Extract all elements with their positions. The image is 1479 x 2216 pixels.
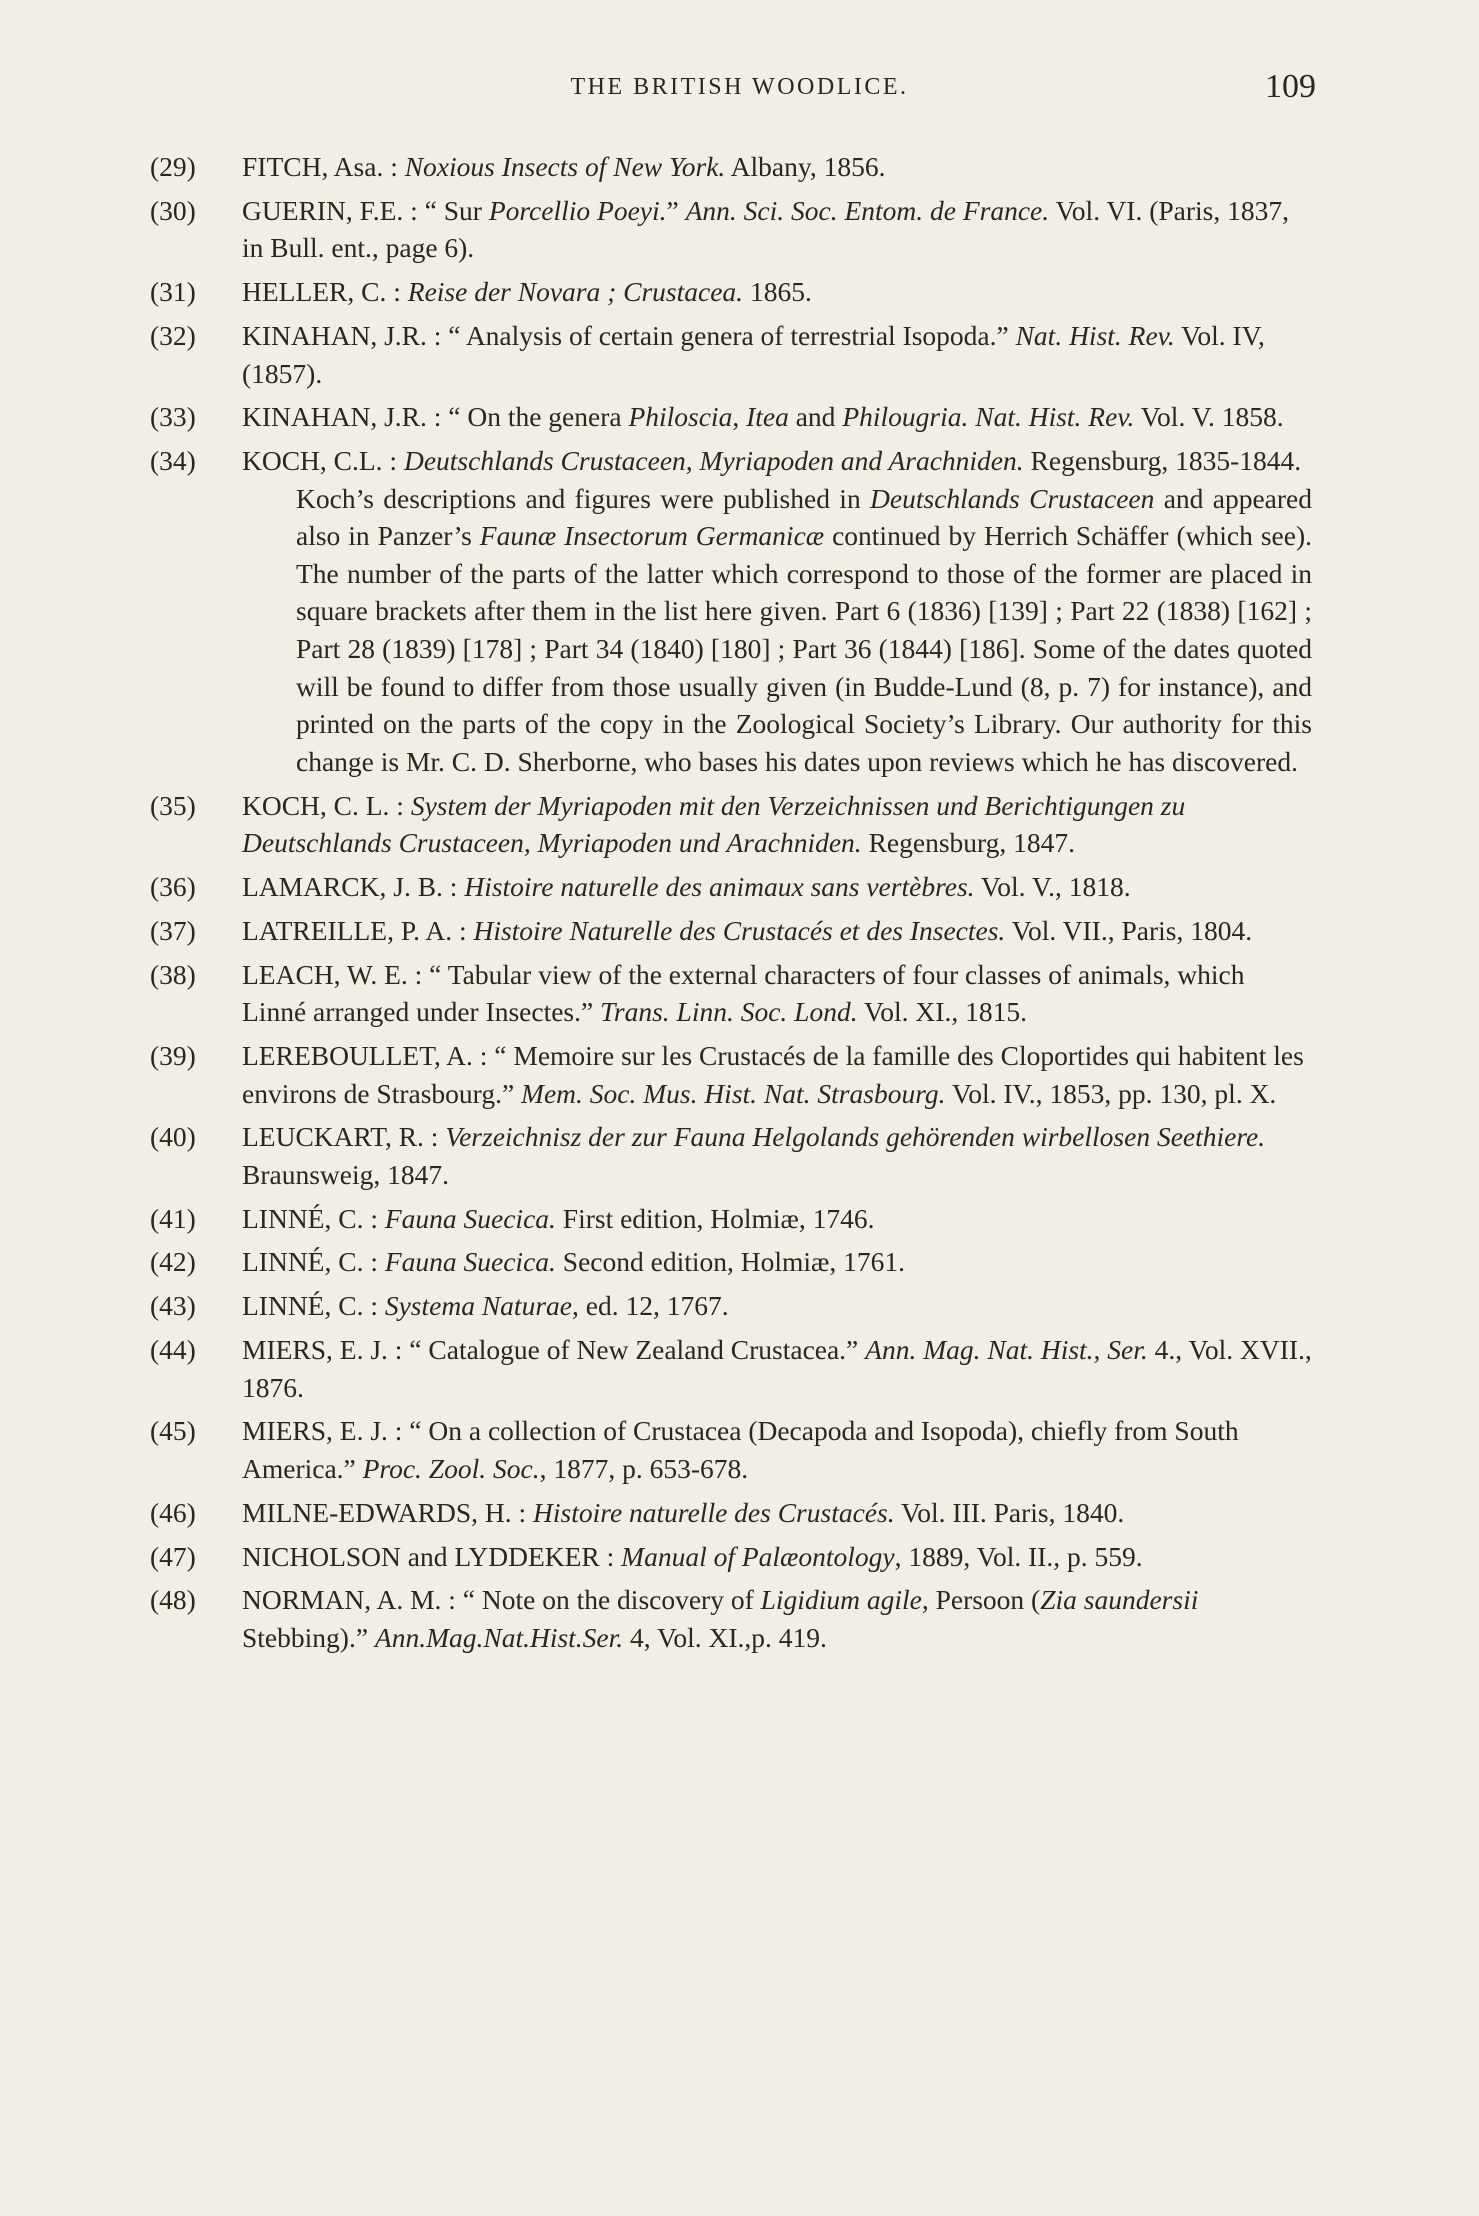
reference-citation: LEUCKART, R. : Verzeichnisz der zur Fauna Helgolands gehörenden wirbellosen Seethiere. Braunsweig, 1847.	[242, 1121, 1266, 1190]
reference-number: (45)	[150, 1415, 196, 1447]
reference-entry	[150, 1037, 1312, 1112]
reference-citation: LAMARCK, J. B. : Histoire naturelle des animaux sans vertèbres. Vol. V., 1818.	[242, 871, 1131, 902]
reference-entry	[150, 1538, 1312, 1576]
reference-citation: KOCH, C.L. : Deutschlands Crustaceen, Myriapoden and Arachniden. Regensburg, 1835-1844.	[242, 445, 1302, 477]
reference-citation: KINAHAN, J.R. : “ On the genera Philoscia, Itea and Philougria. Nat. Hist. Rev. Vol. V. 1858.	[242, 401, 1284, 433]
reference-entry	[150, 1287, 1312, 1325]
reference-number: (35)	[150, 789, 196, 821]
reference-number: (36)	[150, 871, 196, 902]
reference-entry	[150, 1243, 1312, 1281]
reference-citation: HELLER, C. : Reise der Novara ; Crustacea. 1865.	[242, 276, 812, 308]
reference-number: (41)	[150, 1202, 196, 1234]
reference-number: (33)	[150, 401, 196, 433]
reference-citation: MIERS, E. J. : “ Catalogue of New Zealand Crustacea.” Ann. Mag. Nat. Hist., Ser. 4., Vol. XVII., 1876.	[242, 1334, 1312, 1403]
reference-citation: KINAHAN, J.R. : “ Analysis of certain genera of terrestrial Isopoda.” Nat. Hist. Rev. Vol. IV, (1857).	[242, 319, 1265, 389]
reference-number: (31)	[150, 276, 196, 308]
reference-citation: LINNÉ, C. : Fauna Suecica. First edition, Holmiæ, 1746.	[242, 1202, 875, 1234]
reference-citation: LINNÉ, C. : Systema Naturae, ed. 12, 1767.	[242, 1290, 729, 1322]
reference-number: (48)	[150, 1584, 196, 1616]
reference-citation: LEACH, W. E. : “ Tabular view of the external characters of four classes of animals, which Linné arranged under Insectes.” Trans. Linn. Soc. Lond. Vol. XI., 1815.	[242, 958, 1245, 1028]
reference-number: (43)	[150, 1290, 196, 1322]
reference-citation: GUERIN, F.E. : “ Sur Porcellio Poeyi.” Ann. Sci. Soc. Entom. de France. Vol. VI. (Paris, 1837, in Bull. ent., page 6).	[242, 194, 1289, 264]
reference-entry	[150, 1200, 1312, 1238]
reference-entry	[150, 442, 1312, 780]
reference-entry	[150, 148, 1312, 186]
reference-number: (34)	[150, 445, 196, 477]
reference-citation: KOCH, C. L. : System der Myriapoden mit den Verzeichnissen und Berichtigungen zu Deutschlands Crustaceen, Myriapoden und Arachniden. Regensburg, 1847.	[242, 789, 1186, 859]
reference-citation: MILNE-EDWARDS, H. : Histoire naturelle des Crustacés. Vol. III. Paris, 1840.	[242, 1496, 1125, 1528]
reference-number: (46)	[150, 1496, 196, 1528]
reference-entry	[150, 1581, 1312, 1656]
reference-list	[150, 148, 1312, 1663]
reference-entry	[150, 317, 1312, 392]
reference-entry	[150, 1331, 1312, 1406]
reference-entry	[150, 398, 1312, 436]
reference-number: (39)	[150, 1039, 196, 1071]
reference-number: (38)	[150, 958, 196, 990]
reference-number: (44)	[150, 1334, 196, 1366]
reference-entry	[150, 192, 1312, 267]
reference-entry	[150, 912, 1312, 950]
reference-number: (30)	[150, 194, 196, 226]
reference-citation: LEREBOULLET, A. : “ Memoire sur les Crustacés de la famille des Cloportides qui habitent les environs de Strasbourg.” Mem. Soc. Mus. Hist. Nat. Strasbourg. Vol. IV., 1853, pp. 130, pl. X.	[242, 1039, 1304, 1109]
reference-citation: LINNÉ, C. : Fauna Suecica. Second edition, Holmiæ, 1761.	[242, 1246, 905, 1278]
page-header	[0, 68, 1479, 128]
reference-number: (42)	[150, 1246, 196, 1278]
reference-entry	[150, 787, 1312, 862]
reference-citation: NORMAN, A. M. : “ Note on the discovery of Ligidium agile, Persoon (Zia saundersii Stebbing).” Ann.Mag.Nat.Hist.Ser. 4, Vol. XI.,p. 419.	[242, 1584, 1199, 1653]
reference-entry	[150, 273, 1312, 311]
reference-citation: FITCH, Asa. : Noxious Insects of New York. Albany, 1856.	[242, 151, 886, 182]
reference-citation: NICHOLSON and LYDDEKER : Manual of Palæontology, 1889, Vol. II., p. 559.	[242, 1540, 1143, 1572]
page-number: 109	[1265, 68, 1316, 105]
reference-entry	[150, 868, 1312, 906]
reference-note: Koch’s descriptions and figures were published in Deutschlands Crustaceen and appeared also in Panzer’s Faunæ Insectorum Germanicæ continued by Herrich Schäffer (which see). The number of the parts of the latter which correspond to those of the former are placed in square brackets after them in the list here given. Part 6 (1836) [139] ; Part 22 (1838) [162] ; Part 28 (1839) [178] ; Part 34 (1840) [180] ; Part 36 (1844) [186]. Some of the dates quoted will be found to differ from those usually given (in Budde-Lund (8, p. 7) for instance), and printed on the parts of the copy in the Zoological Society’s Library. Our authority for this change is Mr. C. D. Sherborne, who bases his dates upon reviews which he has discovered.	[296, 482, 1312, 777]
reference-entry	[150, 1118, 1312, 1193]
reference-entry	[150, 1494, 1312, 1532]
reference-citation: LATREILLE, P. A. : Histoire Naturelle des Crustacés et des Insectes. Vol. VII., Paris, 1804.	[242, 914, 1253, 946]
reference-number: (32)	[150, 319, 196, 351]
reference-entry	[150, 1412, 1312, 1487]
reference-number: (37)	[150, 914, 196, 946]
reference-citation: MIERS, E. J. : “ On a collection of Crustacea (Decapoda and Isopoda), chiefly from South America.” Proc. Zool. Soc., 1877, p. 653-678.	[242, 1415, 1239, 1484]
running-title: THE BRITISH WOODLICE.	[570, 74, 909, 100]
reference-entry	[150, 956, 1312, 1031]
reference-number: (40)	[150, 1121, 196, 1153]
reference-number: (29)	[150, 151, 196, 182]
reference-number: (47)	[150, 1540, 196, 1572]
